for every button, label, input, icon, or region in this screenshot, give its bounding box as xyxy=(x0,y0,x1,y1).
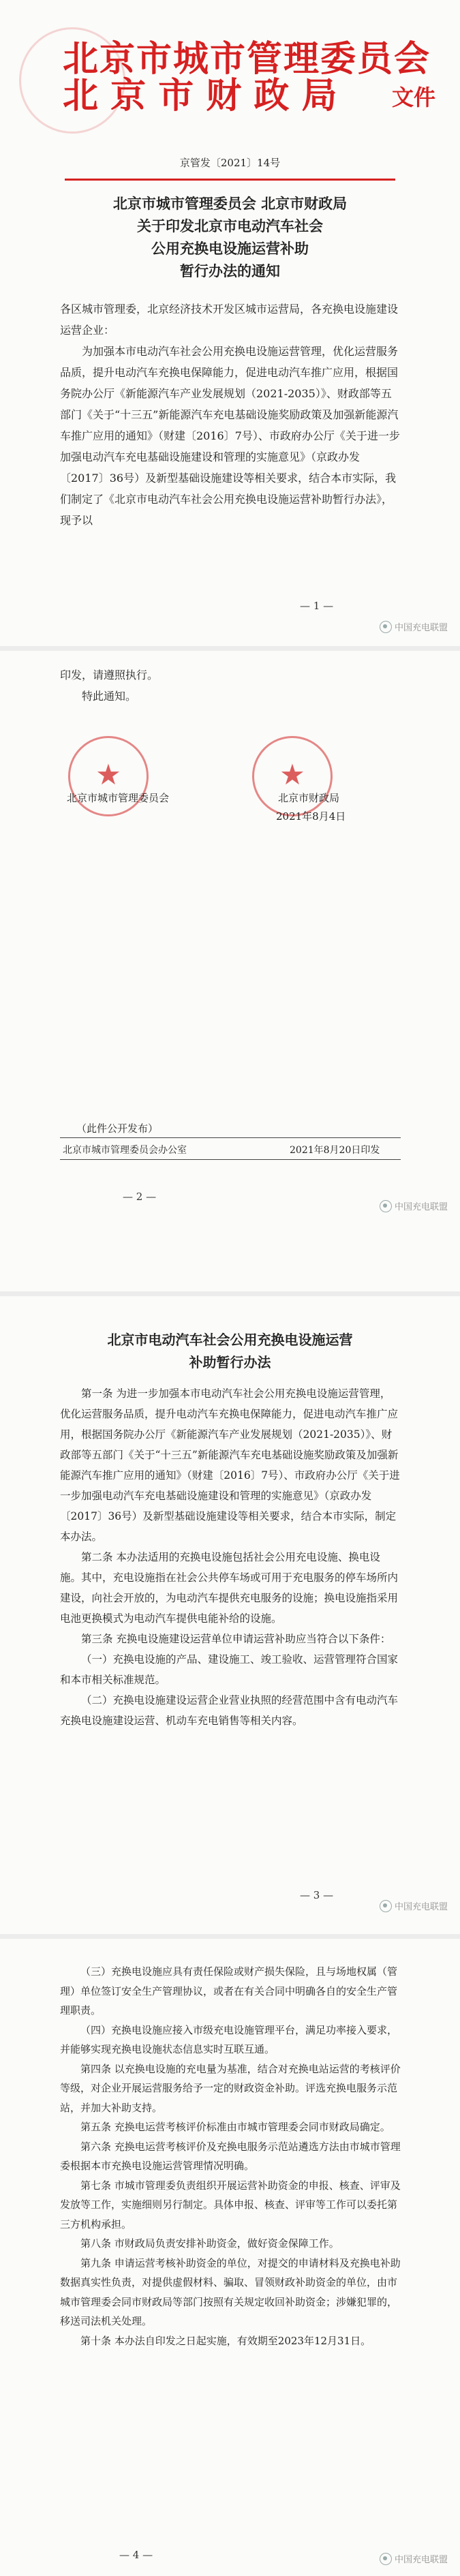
condition-item: （一）充换电设施的产品、建设施工、竣工验收、运营管理符合国家和本市相关标准规范。 xyxy=(60,1653,399,1686)
article-4: 第四条 以充换电设施的充电量为基准，结合对充换电站运营的考核评价等级，对企业开展运营服务给予一定的财政资金补助。评选充换电服务示范站，并加大补助支持。 xyxy=(60,2062,401,2114)
article-10: 第十条 本办法自印发之日起实施，有效期至2023年12月31日。 xyxy=(80,2334,371,2347)
watermark-text: 中国充电联盟 xyxy=(394,623,448,633)
red-separator xyxy=(65,179,395,181)
issuer-suffix: 文件 xyxy=(392,85,436,110)
condition-item: （二）充换电设施建设运营企业营业执照的经营范围中含有电动汽车充换电设施建设运营、机动车充电销售等相关内容。 xyxy=(60,1694,399,1727)
issuer-line-1: 北京市城市管理委员会 xyxy=(63,38,431,80)
alliance-logo-icon xyxy=(380,1900,392,1912)
alliance-logo-icon xyxy=(380,2553,392,2565)
measures-body-continued xyxy=(60,1962,401,2350)
closing-text xyxy=(60,664,401,707)
issuing-office: 北京市城市管理委员会办公室 xyxy=(63,1145,187,1156)
title-line: 关于印发北京市电动汽车社会 xyxy=(137,217,323,234)
title-line: 北京市电动汽车社会公用充换电设施运营 xyxy=(107,1332,353,1348)
closing-line: 特此通知。 xyxy=(82,690,137,703)
measures-body xyxy=(60,1383,401,1731)
page-3 xyxy=(0,1296,460,1934)
watermark xyxy=(380,1899,448,1912)
measures-title xyxy=(0,1329,460,1374)
watermark-text: 中国充电联盟 xyxy=(394,1202,448,1212)
public-release-note: （此件公开发布） xyxy=(76,1122,159,1135)
notice-body xyxy=(60,298,401,531)
footer-rule xyxy=(60,1137,401,1138)
title-line: 公用充换电设施运营补助 xyxy=(151,240,309,257)
background-seal-icon xyxy=(19,27,125,134)
print-date: 2021年8月20日印发 xyxy=(290,1145,380,1156)
condition-item: （四）充换电设施应接入市级充电设施管理平台，满足功率接入要求，并能够实现充换电设施状态信息实时互联互通。 xyxy=(60,2023,398,2055)
article-3: 第三条 充换电设施建设运营单位申请运营补助应当符合以下条件： xyxy=(81,1633,391,1645)
signer-right: 北京市财政局 xyxy=(278,792,340,804)
salutation: 各区城市管理委，北京经济技术开发区城市运营局，各充换电设施建设运营企业： xyxy=(60,303,399,337)
page-number: — 2 — xyxy=(123,1191,157,1203)
issue-date: 2021年8月4日 xyxy=(276,810,346,823)
watermark xyxy=(380,2552,448,2565)
alliance-logo-icon xyxy=(380,1200,392,1212)
article-2: 第二条 本办法适用的充换电设施包括社会公用充电设施、换电设施。其中，充电设施指在社会公共停车场或可用于充电服务的停车场所内建设，向社会开放的，为电动汽车提供充电服务的设施；换电设施指采用电池更换模式为电动汽车提供电能补给的设施。 xyxy=(60,1551,399,1625)
page-number: — 3 — xyxy=(300,1889,334,1901)
title-line: 北京市城市管理委员会 北京市财政局 xyxy=(112,195,348,212)
page-number: — 1 — xyxy=(300,600,334,612)
document-number: 京管发〔2021〕14号 xyxy=(179,157,281,169)
official-seal-icon: ★ xyxy=(68,736,149,816)
article-9: 第九条 申请运营考核补助资金的单位，对提交的申请材料及充换电补助数据真实性负责，对提供虚假材料、骗取、冒领财政补助资金的单位，由市城市管理委会同市财政局等部门按照有关规定收回补助资金；涉嫌犯罪的，移送司法机关处理。 xyxy=(60,2256,401,2327)
watermark xyxy=(380,1199,448,1212)
official-seal-icon: ★ xyxy=(252,736,333,816)
article-6: 第六条 充换电运营考核评价及充换电服务示范站遴选方法由市城市管理委根据本市充换电设施运营管理情况明确。 xyxy=(60,2140,401,2172)
footer-rule xyxy=(60,1159,401,1160)
watermark xyxy=(380,620,448,633)
body-paragraph: 为加强本市电动汽车社会公用充换电设施运营管理，优化运营服务品质，提升电动汽车充换电保障能力，促进电动汽车推广应用，根据国务院办公厅《新能源汽车产业发展规划（2021-2035）》、财政部等五部门《关于“十三五”新能源汽车充电基础设施奖励政策及加强新能源汽车推广应用的通知》（财建〔2016〕7号）、市政府办公厅《关于进一步加强电动汽车充电基础设施建设和管理的实施意见》（京政办发〔2017〕36号）及新型基础设施建设等相关要求，结合本市实际，我们制定了《北京市电动汽车社会公用充换电设施运营补助暂行办法》，现予以 xyxy=(60,345,400,527)
page-4 xyxy=(0,1939,460,2576)
signer-left: 北京市城市管理委员会 xyxy=(67,792,170,804)
alliance-logo-icon xyxy=(380,621,392,633)
notice-title xyxy=(0,192,460,282)
title-line: 暂行办法的通知 xyxy=(180,262,280,279)
page-2 xyxy=(0,651,460,1291)
condition-item: （三）充换电设施应具有责任保险或财产损失保险，且与场地权属（管理）单位签订安全生产管理协议，或者在有关合同中明确各自的安全生产管理职责。 xyxy=(60,1965,398,2017)
article-7: 第七条 市城市管理委负责组织开展运营补助资金的申报、核查、评审及发放等工作，实施细则另行制定。具体申报、核查、评审等工作可以委托第三方机构承担。 xyxy=(60,2179,401,2230)
issuer-line-2: 北 京 市 财 政 局 xyxy=(63,75,337,117)
article-1: 第一条 为进一步加强本市电动汽车社会公用充换电设施运营管理，优化运营服务品质，提升电动汽车充换电保障能力，促进电动汽车推广应用，根据国务院办公厅《新能源汽车产业发展规划（2021-2035）》、财政部等五部门《关于“十三五”新能源汽车充电基础设施奖励政策及加强新能源汽车推广应用的通知》（财建〔2016〕7号）、市政府办公厅《关于进一步加强电动汽车充电基础设施建设和管理的实施意见》（京政办发〔2017〕36号）及新型基础设施建设等相关要求，结合本市实际，制定本办法。 xyxy=(60,1387,400,1543)
closing-line: 印发，请遵照执行。 xyxy=(60,669,159,681)
article-8: 第八条 市财政局负责安排补助资金，做好资金保障工作。 xyxy=(80,2237,339,2250)
watermark-text: 中国充电联盟 xyxy=(394,2555,448,2565)
watermark-text: 中国充电联盟 xyxy=(394,1902,448,1912)
page-number: — 4 — xyxy=(119,2549,153,2561)
article-5: 第五条 充换电运营考核评价标准由市城市管理委会同市财政局确定。 xyxy=(80,2121,390,2133)
title-line: 补助暂行办法 xyxy=(189,1354,271,1370)
